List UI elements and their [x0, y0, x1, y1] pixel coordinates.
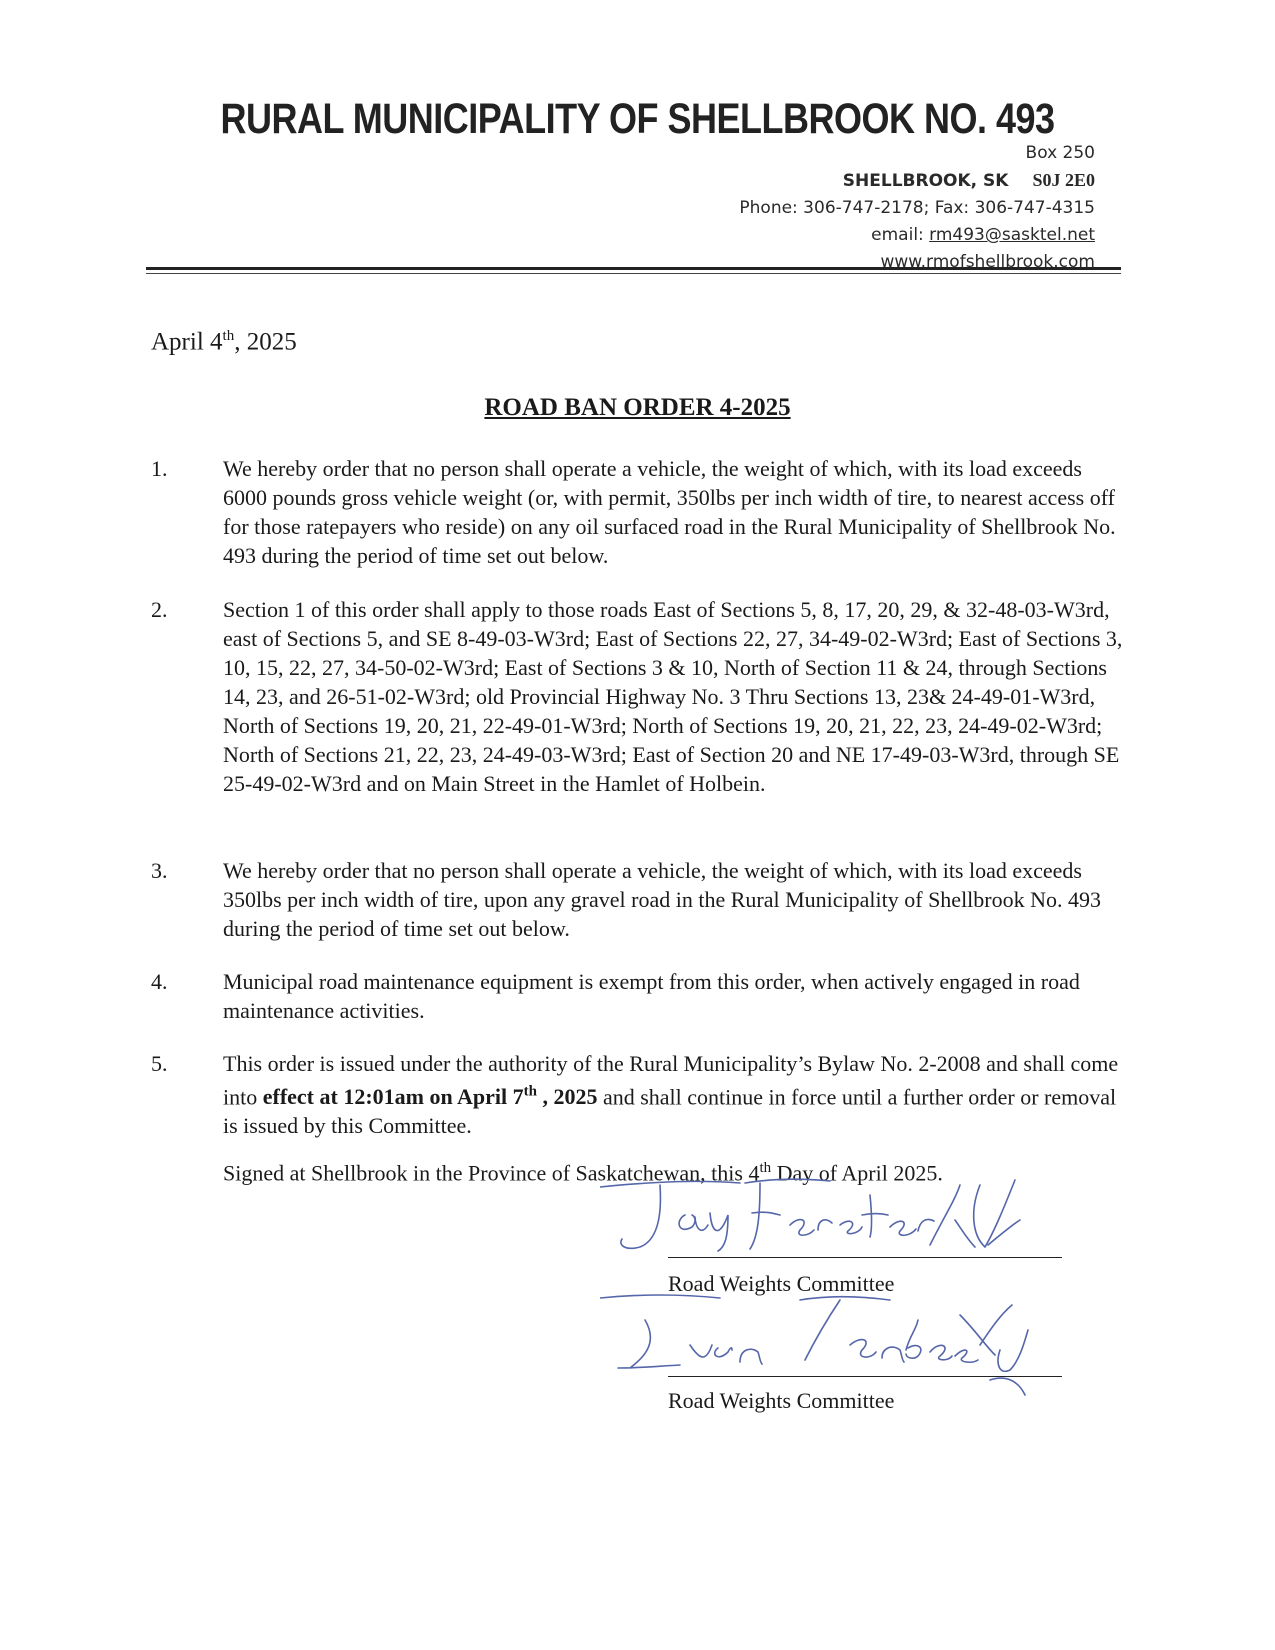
item-text: We hereby order that no person shall operate a vehicle, the weight of which, with its load exceeds 350lbs per inch width of tire, upon any gravel road in the Rural Municipality of Shellbrook No. 493 during the period of time set out below. — [223, 858, 1102, 941]
municipality-title: RURAL MUNICIPALITY OF SHELLBROOK NO. 493 — [220, 94, 1055, 143]
contact-block — [739, 140, 1095, 276]
header-rule-thick — [146, 267, 1121, 270]
email-link[interactable]: rm493@sasktel.net — [929, 225, 1095, 245]
email-line — [739, 222, 1095, 249]
item-text: We hereby order that no person shall operate a vehicle, the weight of which, with its load exceeds 6000 pounds gross vehicle weight (or, with permit, 350lbs per inch width of tire, to nearest access off for those ratepayers who reside) on any oil surfaced road in the Rural Municipality of Shellbrook No. 493 during the period of time set out below. — [223, 456, 1116, 568]
document-date: April 4th, 2025 — [151, 328, 297, 356]
signed-statement: Signed at Shellbrook in the Province of Saskatchewan, this 4th Day of April 2025. — [223, 1160, 943, 1186]
box-number: Box 250 — [1025, 143, 1095, 163]
phone-fax: Phone: 306-747-2178; Fax: 306-747-4315 — [739, 198, 1095, 218]
postal-code: S0J 2E0 — [1032, 170, 1095, 190]
item-text: Municipal road maintenance equipment is exempt from this order, when actively engaged in road maintenance activities. — [223, 969, 1080, 1023]
item-text: Section 1 of this order shall apply to those roads East of Sections 5, 8, 17, 20, 29, & 32-48-03-W3rd, east of Sections 5, and SE 8-49-03-W3rd; East of Sections 22, 27, 34-49-02-W3rd; East of Sections 3, 10, 15, 22, 27, 34-50-02-W3rd; East of Sections 3 & 10, North of Section 11 & 24, through Sections 14, 23, and 26-51-02-W3rd; old Provincial Highway No. 3 Thru Sections 13, 23& 24-49-01-W3rd, North of Sections 19, 20, 21, 22-49-01-W3rd; North of Sections 19, 20, 21, 22, 23, 24-49-02-W3rd; North of Sections 21, 22, 23, 24-49-03-W3rd; East of Section 20 and NE 17-49-03-W3rd, through SE 25-49-02-W3rd and on Main Street in the Hamlet of Holbein. — [223, 597, 1123, 796]
signature-block — [600, 1290, 1100, 1440]
committee-label: Road Weights Committee — [668, 1388, 895, 1413]
item-number: 1. — [151, 456, 168, 481]
header-rule-thin — [146, 273, 1121, 274]
item-number: 5. — [151, 1051, 168, 1076]
city: SHELLBROOK, SK — [842, 171, 1009, 191]
order-heading: ROAD BAN ORDER 4-2025 — [484, 394, 791, 421]
signature-scribble — [600, 1175, 1080, 1265]
email-label: email: — [871, 225, 930, 245]
city-line — [739, 167, 1095, 195]
item-text: This order is issued under the authority of the Rural Municipality’s Bylaw No. 2-2008 and shall come into effect at 12:01am on April 7th , 2025 and shall continue in force until a further order or removal is issued by this Committee. — [223, 1051, 1119, 1139]
signature-block — [600, 1175, 1100, 1305]
signature-scribble — [600, 1290, 1080, 1400]
item-number: 3. — [151, 858, 168, 883]
item-number: 2. — [151, 597, 168, 622]
item-number: 4. — [151, 969, 168, 994]
committee-label: Road Weights Committee — [668, 1271, 895, 1296]
signature-rule — [668, 1257, 1062, 1258]
website-link[interactable]: www.rmofshellbrook.com — [880, 252, 1095, 272]
signature-rule — [668, 1376, 1062, 1377]
